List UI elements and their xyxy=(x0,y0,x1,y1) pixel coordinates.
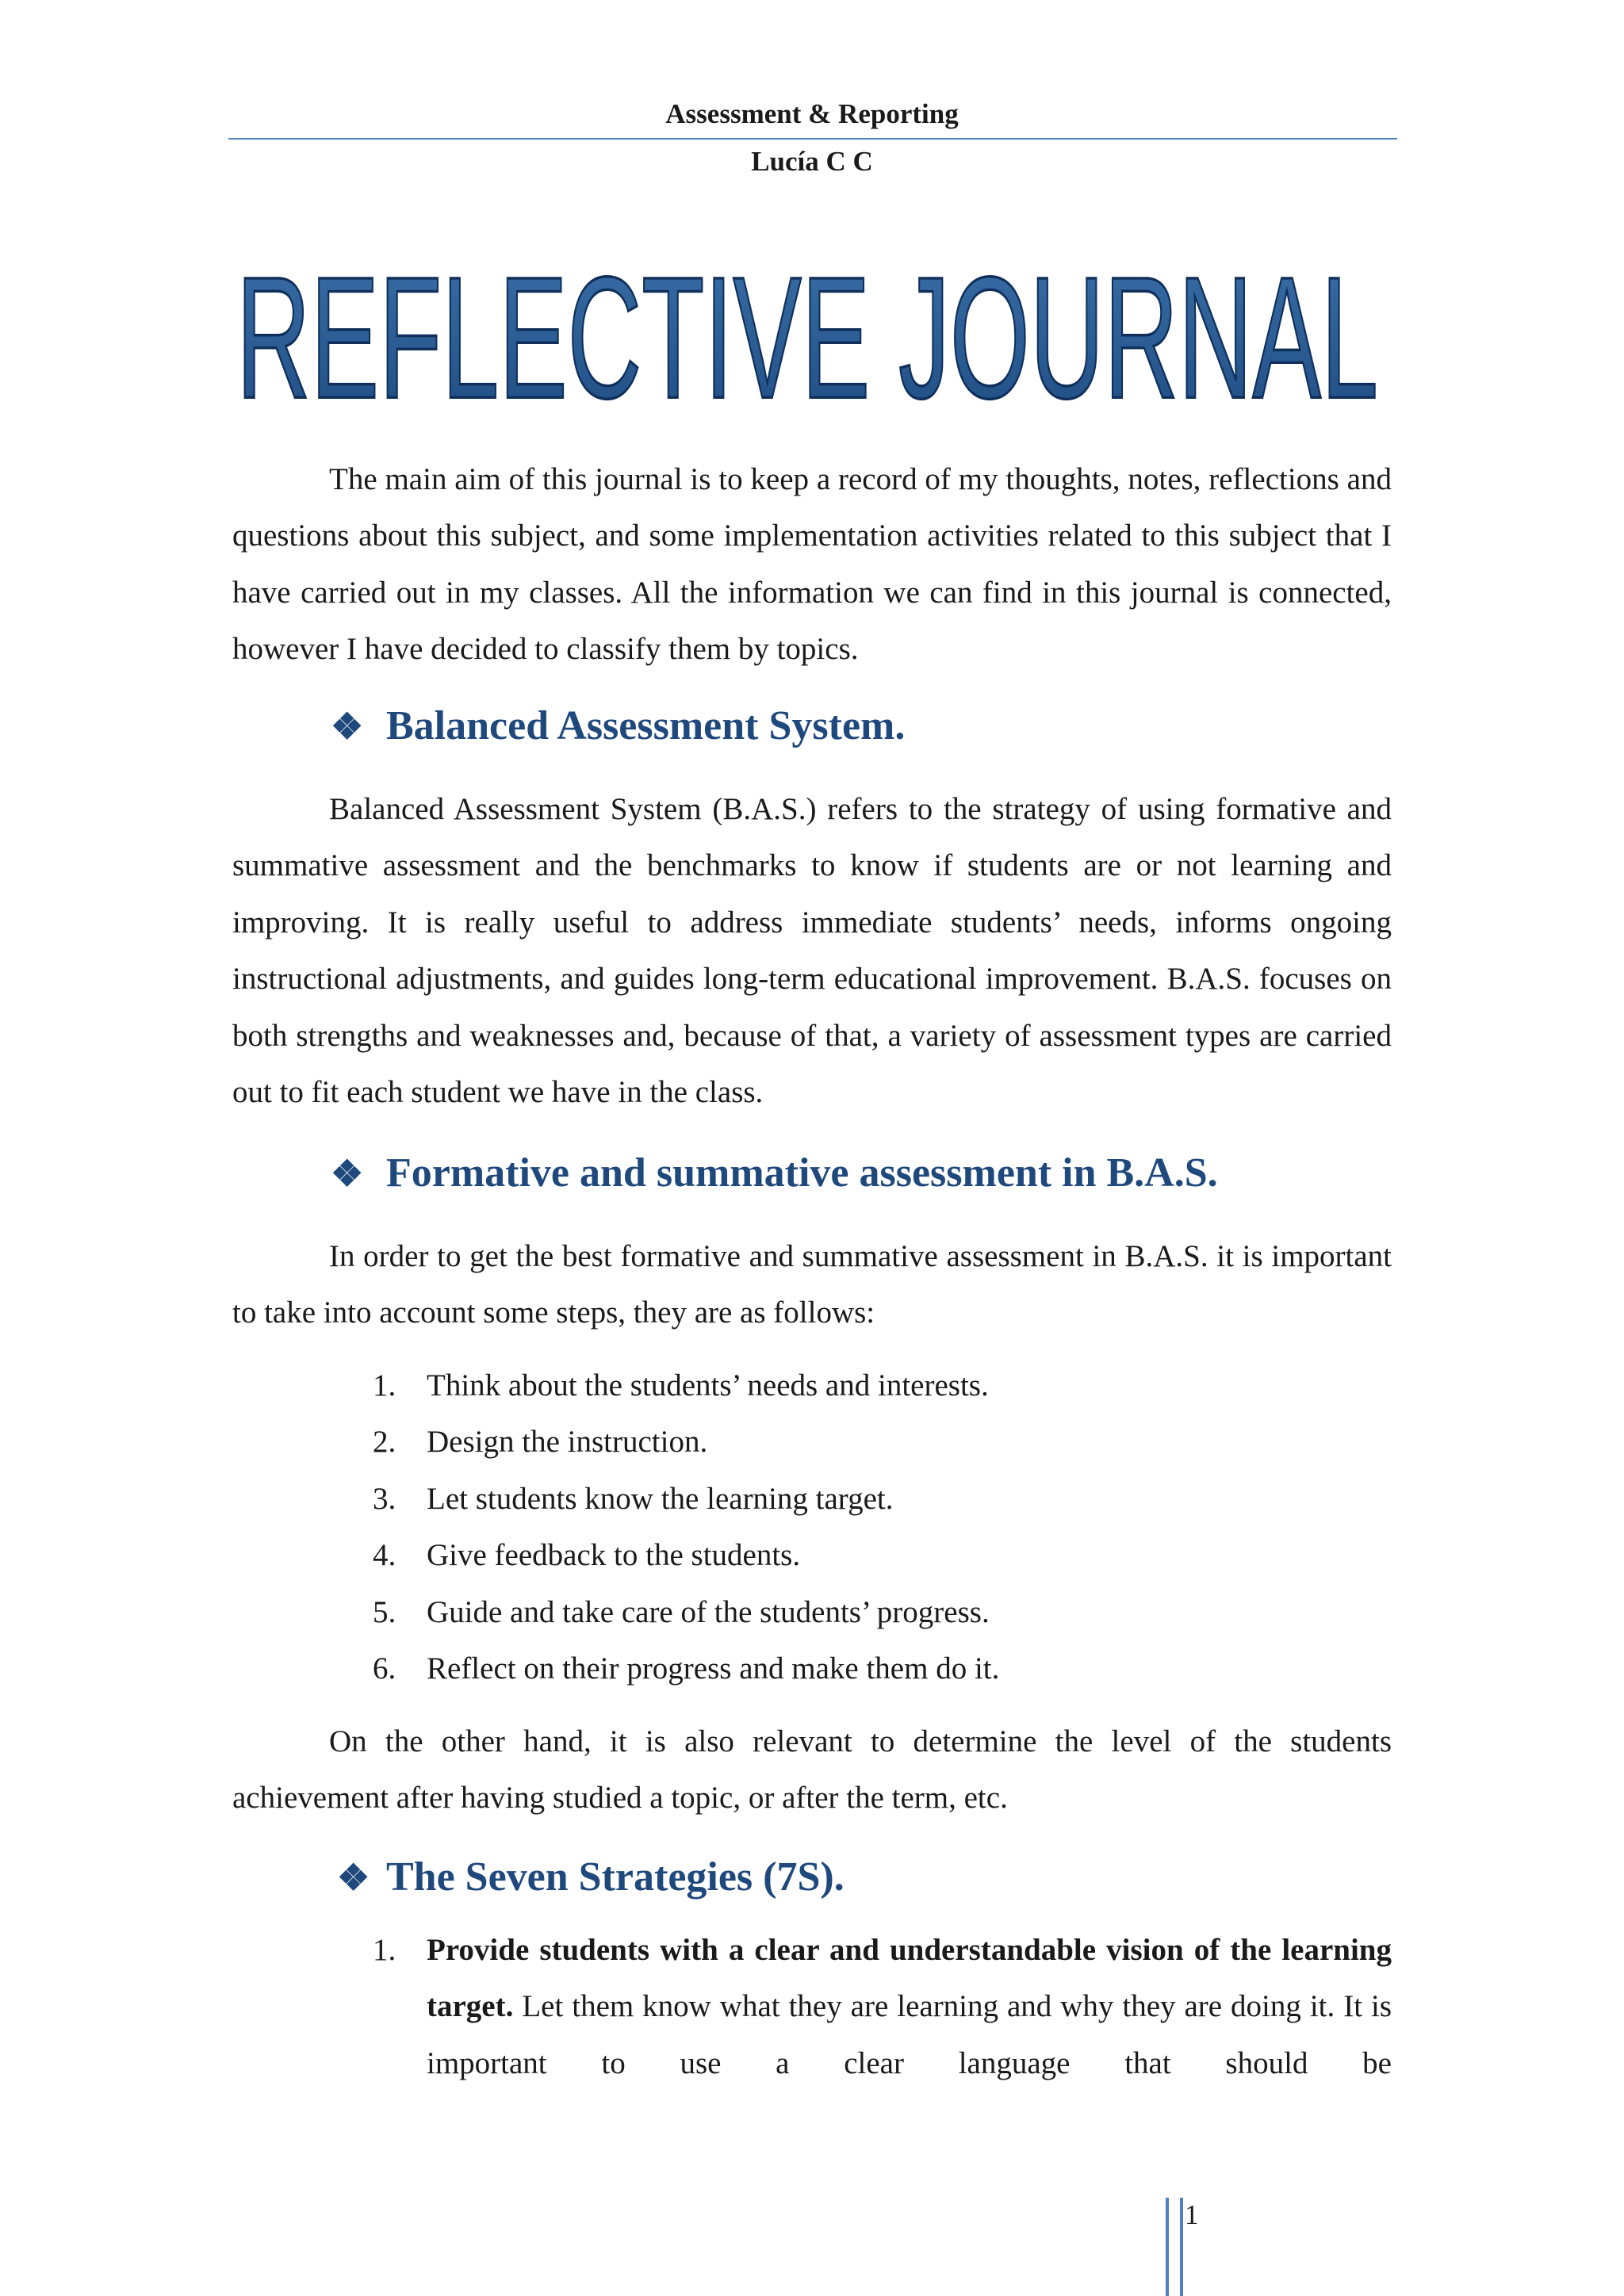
intro-paragraph: The main aim of this journal is to keep a record of my thoughts, notes, reflections and questions about this subject, and some implementation activities related to this subject that I have carried out in my classes. All the information we can find in this journal is connected, however I have decided to classify them by topics. xyxy=(232,462,1392,667)
formative-closing-paragraph: On the other hand, it is also relevant to determine the level of the students achievement after having studied a topic, or after the term, etc. xyxy=(232,1724,1392,1816)
heading-text: The Seven Strategies (7S). xyxy=(386,1854,845,1900)
heading-seven-strategies xyxy=(337,1850,845,1906)
list-item: 5. Guide and take care of the students’ progress. xyxy=(373,1594,990,1629)
title-wordart-text: REFLECTIVE JOURNAL xyxy=(236,241,1379,435)
bas-paragraph: Balanced Assessment System (B.A.S.) refers to the strategy of using formative and summative assessment and the benchmarks to know if students are or not learning and improving. It is really useful to address immediate students’ needs, informs ongoing instructional adjustments, and guides long-term educational improvement. B.A.S. focuses on both strengths and weaknesses and, because of that, a variety of assessment types are carried out to fit each student we have in the class. xyxy=(232,792,1392,1110)
diamond-bullet-icon: ❖ xyxy=(331,1154,364,1194)
header-author: Lucía C C xyxy=(751,146,873,177)
list-item: 6. Reflect on their progress and make them do it. xyxy=(373,1651,1000,1686)
strategy-list-item xyxy=(373,1922,1392,2091)
list-item: 1. Think about the students’ needs and interests. xyxy=(373,1368,989,1402)
heading-balanced-assessment xyxy=(331,698,905,755)
formative-intro-paragraph: In order to get the best formative and summative assessment in B.A.S. it is important to take into account some steps, they are as follows: xyxy=(232,1239,1392,1330)
strategy-bold-lead: Provide students with a clear and understandable vision of the learning target. xyxy=(427,1933,1392,2024)
list-item: 4. Give feedback to the students. xyxy=(373,1538,801,1573)
steps-list xyxy=(373,1357,1392,1697)
diamond-bullet-icon: ❖ xyxy=(331,706,364,747)
list-item: 3. Let students know the learning target. xyxy=(373,1481,894,1516)
header-rule xyxy=(228,138,1397,140)
diamond-bullet-icon: ❖ xyxy=(337,1858,370,1898)
strategy-text: Let them know what they are learning and why they are doing it. It is important to use a clear language that should be xyxy=(427,1989,1392,2080)
formative-intro-block xyxy=(232,1228,1392,1341)
strategy-number: 1. xyxy=(373,1933,396,1967)
bas-paragraph-block xyxy=(232,781,1392,1120)
heading-formative-summative xyxy=(331,1146,1218,1202)
heading-text: Balanced Assessment System. xyxy=(386,703,906,748)
list-item: 2. Design the instruction. xyxy=(373,1425,708,1460)
strategy-body xyxy=(373,1922,1392,2091)
footer-page-bars xyxy=(1166,2198,1183,2296)
heading-text: Formative and summative assessment in B.A.S. xyxy=(386,1150,1218,1196)
title-wordart xyxy=(228,238,1386,444)
page-number: 1 xyxy=(1185,2199,1199,2230)
intro-paragraph-block xyxy=(232,451,1392,678)
formative-closing-block xyxy=(232,1713,1392,1827)
header-course-title: Assessment & Reporting xyxy=(665,98,959,129)
